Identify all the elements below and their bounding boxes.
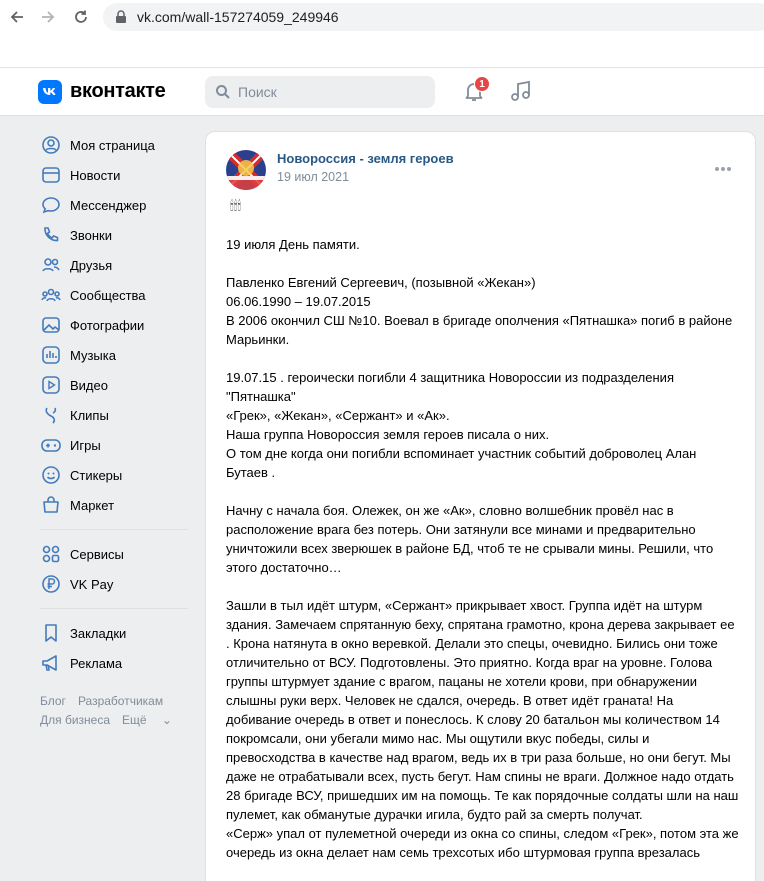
sidebar-footer [40, 692, 190, 730]
sidebar-item-label: Мессенджер [70, 197, 147, 213]
sidebar-item-label: Сообщества [70, 287, 146, 303]
group-avatar[interactable] [226, 150, 266, 190]
vk-logo[interactable] [38, 80, 62, 104]
sidebar-item-label: Звонки [70, 227, 112, 243]
browser-chrome [0, 0, 764, 68]
market-icon [40, 494, 62, 516]
sidebar-item-bookmark[interactable] [38, 618, 190, 648]
sidebar-item-friends[interactable] [38, 250, 190, 280]
sidebar-item-label: Маркет [70, 497, 115, 513]
sidebar-item-label: Музыка [70, 347, 116, 363]
post-text: 19 июля День памяти. Павленко Евгений Сергеевич, (позывной «Жекан») 06.06.1990 – 19.07.2015 В 2006 окончил СШ №10. Воевал в бригаде ополчения «Пятнашка» погиб в районе Марьинки. 19.07.15 . героически погибли 4 защитника Новороссии из подразделения "Пятнашка" «Грек», «Жекан», «Сержант» и «Ак». Наша группа Новороссия земля героев писала о них. О том дне когда они погибли вспоминает участник событий доброволец Алан Бутаев . Начну с начала боя. Олежек, он же «Ак», словно волшебник провёл нас в расположение врага без потерь. Они затянули все минами и предварительно уничтожили всех зверюшек в районе БД, чтоб те не срывали мины. Решили, что этого достаточно… Зашли в тыл идёт штурм, «Сержант» прикрывает хвост. Группа идёт на штурм здания. Замечаем спрятанную беху, спрятана грамотно, крона дерева закрывает ее . Крона натянута в окно веревкой. Делали это спецы, очевидно. Бились они тоже отличительно от ВСУ. Подготовлены. Это приятно. Когда враг на уровне. Голова группы штурмует здание с врагом, пацаны не хотели крови, при обнаружении слышны руки верх. Человек не сдался, очередь. В ответ идёт граната! На добивание очередь в ответ и понеслось. К слову 20 батальон мы количеством 14 покромсали, они убегали мимо нас. Мы ощутили вкус победы, силы и превосходства в качестве над врагом, ведь их в три раза больше, но они бегут. Мы даже не отрабатывали всех, пусть бегут. Нам спины не враги. Должное надо отдать 28 бригаде ВСУ, пришедших им на помощь. Те как порядочные солдаты шли на наш пулемет, как обманутые дурачки игила, будто рай за смерть получат. «Серж» упал от пулеметной очереди из окна со спины, следом «Грек», потом эта же очередь из окна делает нам семь трехсотых ибо штурмовая группа врезалась [226, 237, 739, 860]
sidebar-item-clips[interactable] [38, 400, 190, 430]
sidebar-item-label: Закладки [70, 625, 127, 641]
group-name-link[interactable]: Новороссия - земля героев [277, 151, 454, 166]
search-placeholder: Поиск [238, 84, 277, 100]
groups-icon [40, 284, 62, 306]
wall-post [205, 131, 756, 881]
sidebar-item-label: Друзья [70, 257, 113, 273]
sidebar-item-video[interactable] [38, 370, 190, 400]
footer-link-blog[interactable]: Блог [40, 694, 66, 708]
sidebar-item-label: Новости [70, 167, 121, 183]
sidebar-item-label: Реклама [70, 655, 123, 671]
back-icon[interactable] [6, 6, 28, 28]
sidebar-item-label: Фотографии [70, 317, 145, 333]
sidebar-item-photo[interactable] [38, 310, 190, 340]
address-bar[interactable] [103, 3, 764, 31]
sticker-icon [40, 464, 62, 486]
sidebar-item-user[interactable] [38, 130, 190, 160]
sidebar-item-label: VK Pay [70, 576, 114, 592]
phone-icon [40, 224, 62, 246]
lock-icon [115, 10, 127, 24]
search-icon [215, 84, 231, 100]
search-input[interactable] [205, 76, 435, 108]
sidebar-item-services[interactable] [38, 539, 190, 569]
sidebar-divider [40, 529, 188, 530]
friends-icon [40, 254, 62, 276]
brand-name[interactable]: вконтакте [70, 80, 166, 102]
sidebar-item-label: Моя страница [70, 137, 155, 153]
sidebar-item-news[interactable] [38, 160, 190, 190]
left-sidebar [38, 130, 190, 730]
news-icon [40, 164, 62, 186]
sidebar-item-groups[interactable] [38, 280, 190, 310]
more-options-icon[interactable] [714, 159, 732, 177]
footer-link-business[interactable]: Для бизнеса [40, 713, 111, 727]
games-icon [40, 434, 62, 456]
sidebar-item-games[interactable] [38, 430, 190, 460]
reload-icon[interactable] [70, 6, 92, 28]
message-icon [40, 194, 62, 216]
sidebar-item-label: Клипы [70, 407, 109, 423]
sidebar-item-label: Сервисы [70, 546, 124, 562]
forward-icon[interactable] [37, 6, 59, 28]
bookmark-icon [40, 622, 62, 644]
sidebar-item-vkpay[interactable] [38, 569, 190, 599]
sidebar-item-ads[interactable] [38, 648, 190, 678]
sidebar-divider [40, 608, 188, 609]
candles-emoji: 🕯🕯🕯 [230, 198, 242, 213]
footer-link-more[interactable]: Ещё ⌄ [122, 713, 172, 727]
user-icon [40, 134, 62, 156]
footer-link-developers[interactable]: Разработчикам [77, 694, 164, 708]
ads-icon [40, 652, 62, 674]
music-player-icon[interactable] [509, 79, 533, 108]
post-date[interactable]: 19 июл 2021 [277, 170, 350, 184]
sidebar-item-music[interactable] [38, 340, 190, 370]
sidebar-item-label: Стикеры [70, 467, 123, 483]
sidebar-item-message[interactable] [38, 190, 190, 220]
notification-badge: 1 [474, 76, 490, 92]
clips-icon [40, 404, 62, 426]
photo-icon [40, 314, 62, 336]
sidebar-item-label: Видео [70, 377, 108, 393]
vkpay-icon [40, 573, 62, 595]
site-header [0, 68, 764, 116]
sidebar-item-sticker[interactable] [38, 460, 190, 490]
music-icon [40, 344, 62, 366]
url-text: vk.com/wall-157274059_249946 [137, 9, 339, 25]
sidebar-item-market[interactable] [38, 490, 190, 520]
sidebar-item-label: Игры [70, 437, 101, 453]
video-icon [40, 374, 62, 396]
sidebar-item-phone[interactable] [38, 220, 190, 250]
services-icon [40, 543, 62, 565]
